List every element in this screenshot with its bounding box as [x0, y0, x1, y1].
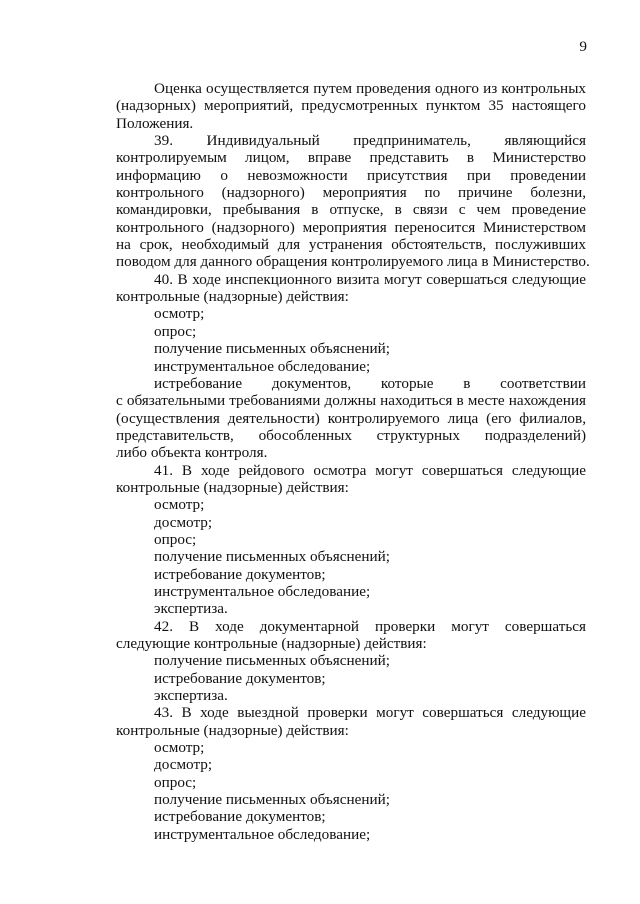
text-line: получение письменных объяснений; — [154, 652, 390, 670]
text-line: экспертиза. — [154, 600, 228, 618]
text-line: истребование документов; — [154, 808, 326, 826]
text-line: досмотр; — [154, 513, 213, 531]
text-line: контрольного (надзорного) мероприятия по причине болезни, — [116, 184, 586, 202]
text-line: поводом для данного обращения контролируемого лица в Министерство. — [116, 253, 590, 271]
text-line: информацию о невозможности присутствия при проведении — [116, 166, 586, 184]
text-line: 39. Индивидуальный предприниматель, являющийся — [154, 132, 586, 150]
text-line: представительств, обособленных структурных подразделений) — [116, 426, 586, 444]
page-number: 9 — [579, 38, 587, 55]
text-line: истребование документов; — [154, 669, 326, 687]
text-line: Положения. — [116, 114, 194, 132]
text-line: осмотр; — [154, 739, 205, 757]
text-line: контрольные (надзорные) действия: — [116, 288, 349, 306]
text-line: контрольного (надзорного) мероприятия переносится Министерством — [116, 218, 586, 236]
text-line: контролируемым лицом, вправе представить в Министерство — [116, 149, 586, 167]
text-line: командировки, пребывания в отпуске, в связи с чем проведение — [116, 201, 586, 219]
text-line: (осуществления деятельности) контролируемого лица (его филиалов, — [116, 409, 586, 427]
text-line: Оценка осуществляется путем проведения одного из контрольных — [154, 80, 586, 97]
text-line: осмотр; — [154, 305, 205, 323]
text-line: экспертиза. — [154, 687, 228, 705]
text-line: 41. В ходе рейдового осмотра могут совершаться следующие — [154, 461, 586, 479]
text-line: на срок, необходимый для устранения обстоятельств, послуживших — [116, 236, 586, 254]
text-line: 42. В ходе документарной проверки могут совершаться — [154, 617, 586, 635]
text-line: истребование документов, которые в соответствии — [154, 374, 586, 392]
text-line: инструментальное обследование; — [154, 825, 371, 843]
text-line: инструментальное обследование; — [154, 357, 371, 375]
text-line: досмотр; — [154, 756, 213, 774]
text-line: следующие контрольные (надзорные) действия: — [116, 635, 427, 652]
text-line: либо объекта контроля. — [116, 444, 268, 462]
text-line: опрос; — [154, 530, 197, 548]
text-line: осмотр; — [154, 496, 205, 514]
text-line: инструментальное обследование; — [154, 582, 371, 600]
text-line: получение письменных объяснений; — [154, 791, 390, 809]
text-line: с обязательными требованиями должны находиться в месте нахождения — [116, 392, 586, 410]
text-line: контрольные (надзорные) действия: — [116, 478, 349, 496]
text-line: 43. В ходе выездной проверки могут совершаться следующие — [154, 704, 586, 722]
text-line: контрольные (надзорные) действия: — [116, 721, 349, 739]
text-line: опрос; — [154, 773, 197, 791]
document-body — [116, 80, 590, 843]
text-line: получение письменных объяснений; — [154, 340, 390, 358]
text-line: получение письменных объяснений; — [154, 548, 390, 566]
text-line: опрос; — [154, 322, 197, 340]
text-line: 40. В ходе инспекционного визита могут совершаться следующие — [154, 270, 586, 288]
text-line: (надзорных) мероприятий, предусмотренных пунктом 35 настоящего — [116, 97, 586, 115]
text-line: истребование документов; — [154, 565, 326, 583]
